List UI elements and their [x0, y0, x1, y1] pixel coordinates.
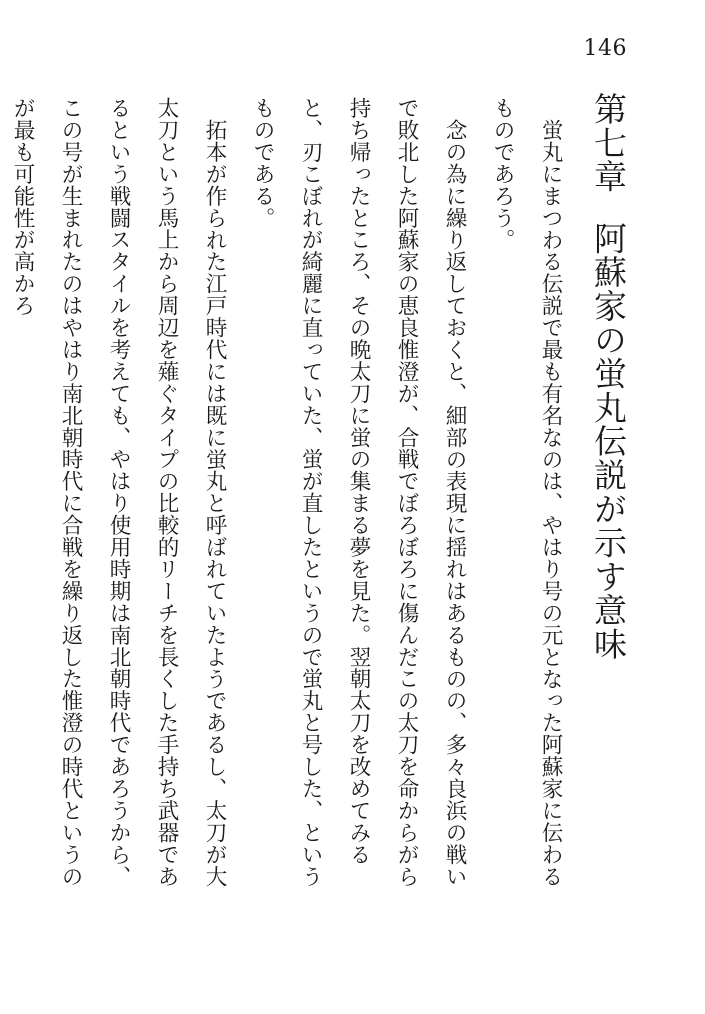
chapter-title: 阿蘇家の蛍丸伝説が示す意味 [589, 221, 628, 661]
chapter-number-label: 第七章 [589, 92, 628, 194]
body-text [0, 92, 574, 907]
paragraph-1: 蛍丸にまつわる伝説で最も有名なのは、やはり号の元となった阿蘇家に伝わるものであろう。 [490, 97, 563, 887]
paragraph-3: 拓本が作られた江戸時代には既に蛍丸と呼ばれていたようであるし、太刀が大太刀という馬上から周辺を薙ぐタイプの比較的リーチを長くした手持ち武器であるという戦闘スタイルを考えても、やはり使用時期は南北朝時代であろうから、この号が生まれたのはやはり南北朝時代に合戦を繰り返した惟澄の時代というのが最も可能性が高かろ [10, 97, 227, 888]
vertical-text-block [0, 92, 628, 972]
page-number: 146 [583, 36, 627, 61]
chapter-heading [589, 92, 628, 972]
paragraph-2: 念の為に繰り返しておくと、細部の表現に揺れはあるものの、多々良浜の戦いで敗北した阿蘇家の恵良惟澄が、合戦でぼろぼろに傷んだこの太刀を命からがら持ち帰ったところ、その晩太刀に蛍の集まる夢を見た。翌朝太刀を改めてみると、刃こぼれが綺麗に直っていた、蛍が直したというので蛍丸と号した、というものである。 [250, 97, 467, 888]
